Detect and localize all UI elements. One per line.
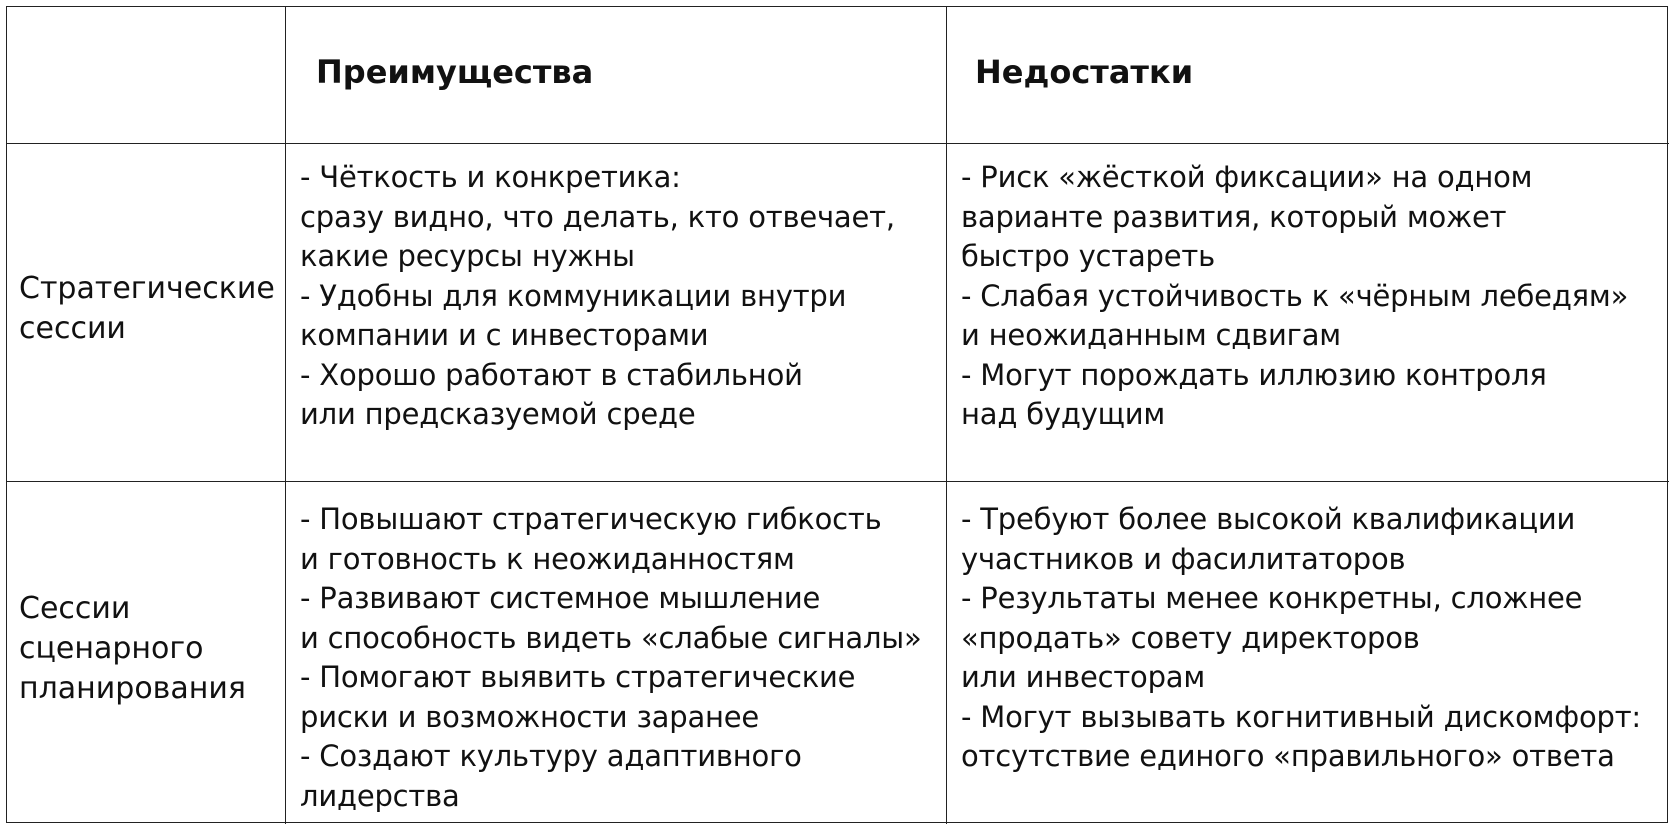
text-line: «продать» совету директоров: [961, 620, 1420, 655]
text-line: отсутствие единого «правильного» ответа: [961, 739, 1615, 773]
text-line: компании и с инвесторами: [300, 318, 709, 352]
label-line: планирования: [19, 671, 246, 706]
label-line: сценарного: [19, 631, 204, 666]
text-line: - Требуют более высокой квалификации: [961, 502, 1576, 536]
text-line: или инвесторам: [961, 660, 1206, 694]
row-label-strategic-sessions: [7, 144, 286, 482]
text-line: и неожиданным сдвигам: [961, 318, 1341, 352]
strategic-advantages-cell: [286, 144, 947, 482]
text-line: - Результаты менее конкретны, сложнее: [961, 581, 1583, 615]
text-line: - Развивают системное мышление: [300, 581, 821, 615]
text-line: - Риск «жёсткой фиксации» на одном: [961, 160, 1533, 194]
text-line: или предсказуемой среде: [300, 397, 696, 431]
text-line: лидерства: [300, 778, 460, 813]
text-line: быстро устареть: [961, 239, 1215, 273]
strategic-disadvantages-cell: [947, 144, 1669, 482]
text-line: над будущим: [961, 397, 1166, 431]
label-line: Сессии: [19, 591, 131, 626]
text-line: - Могут порождать иллюзию контроля: [961, 357, 1547, 392]
label-line: сессии: [19, 310, 126, 346]
text-line: - Могут вызывать когнитивный дискомфорт:: [961, 699, 1641, 734]
text-line: - Повышают стратегическую гибкость: [300, 502, 882, 536]
row-label-text: [19, 269, 275, 349]
text-line: - Чёткость и конкретика:: [300, 160, 681, 194]
scenario-advantages-cell: [286, 482, 947, 824]
text-line: варианте развития, который может: [961, 199, 1507, 234]
text-line: - Помогают выявить стратегические: [300, 660, 856, 694]
label-line: Стратегические: [19, 270, 275, 306]
text-line: - Создают культуру адаптивного: [300, 739, 802, 773]
advantages-header: Преимущества: [286, 7, 947, 144]
text-line: - Удобны для коммуникации внутри: [300, 278, 847, 313]
row-label-scenario-sessions: [7, 482, 286, 824]
text-line: и способность видеть «слабые сигналы»: [300, 620, 922, 655]
text-line: - Хорошо работают в стабильной: [300, 357, 803, 392]
row-label-text: [19, 589, 246, 709]
comparison-table: [6, 6, 1668, 823]
text-line: сразу видно, что делать, кто отвечает,: [300, 199, 895, 234]
text-line: риски и возможности заранее: [300, 699, 760, 734]
text-line: какие ресурсы нужны: [300, 239, 635, 273]
text-line: и готовность к неожиданностям: [300, 541, 795, 576]
scenario-disadvantages-cell: [947, 482, 1669, 824]
text-line: участников и фасилитаторов: [961, 541, 1406, 576]
corner-header-cell: [7, 7, 286, 144]
text-line: - Слабая устойчивость к «чёрным лебедям»: [961, 278, 1629, 313]
disadvantages-header: Недостатки: [947, 7, 1669, 144]
